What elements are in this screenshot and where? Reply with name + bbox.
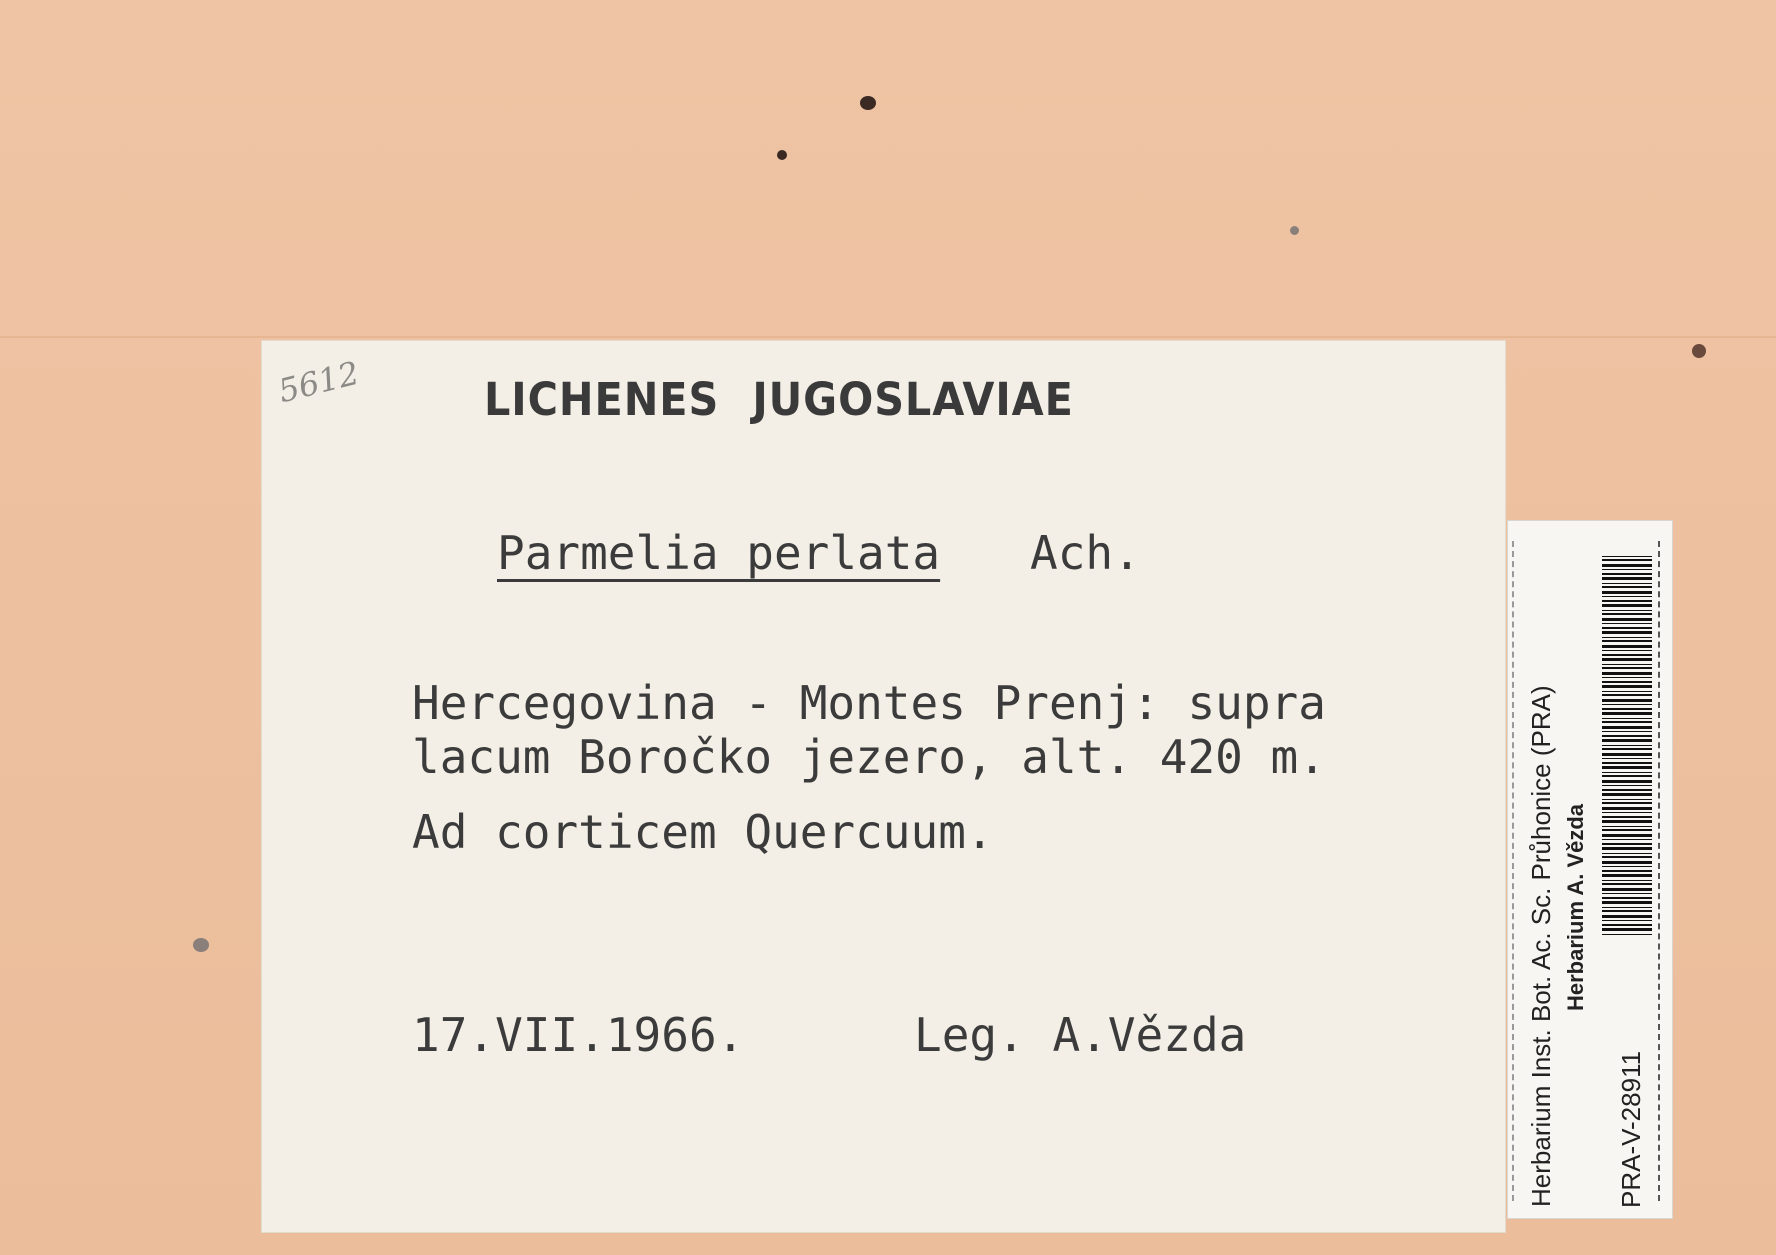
barcode-stripe xyxy=(1602,691,1652,692)
herbarium-name: Herbarium A. Vězda xyxy=(1563,803,1588,1011)
barcode-stripe xyxy=(1602,664,1652,665)
barcode-stripe xyxy=(1602,753,1652,756)
barcode-stripe xyxy=(1602,564,1652,567)
barcode-stripe xyxy=(1602,934,1652,935)
barcode-stripe xyxy=(1602,712,1652,715)
barcode-stripe xyxy=(1602,807,1652,810)
barcode-stripe xyxy=(1602,726,1652,729)
barcode-stripe xyxy=(1602,766,1652,769)
barcode-stripe xyxy=(1602,775,1652,777)
barcode-stripe xyxy=(1602,610,1652,611)
barcode-stripe xyxy=(1602,853,1652,854)
barcode-stripe xyxy=(1602,623,1652,624)
specimen-label xyxy=(262,341,1505,1232)
barcode-stripe xyxy=(1602,880,1652,881)
barcode-stripe xyxy=(1602,816,1652,818)
institution-name: Herbarium Inst. Bot. Ac. Sc. Průhonice (PRA) xyxy=(1526,685,1556,1207)
barcode-stripe xyxy=(1602,631,1652,634)
barcode-stripe xyxy=(1602,654,1652,656)
barcode-stripe xyxy=(1602,658,1652,661)
barcode-stripe xyxy=(1602,834,1652,837)
locality-line-2: lacum Boročko jezero, alt. 420 m. xyxy=(412,730,1326,784)
barcode-stripe xyxy=(1602,650,1652,651)
barcode-stripe xyxy=(1602,843,1652,845)
barcode-stripe xyxy=(1602,907,1652,908)
barcode-stripe xyxy=(1602,637,1652,638)
speck xyxy=(1290,226,1299,235)
barcode-stripe xyxy=(1602,758,1652,759)
label-header xyxy=(484,373,1074,426)
species-name: Parmelia perlata xyxy=(497,526,941,580)
barcode-stripe xyxy=(1602,586,1652,588)
barcode-stripe xyxy=(1602,613,1652,615)
barcode-stripe xyxy=(1602,874,1652,877)
barcode-stripe xyxy=(1602,789,1652,791)
barcode-stripe xyxy=(1602,829,1652,831)
speck xyxy=(777,150,787,160)
barcode-stripe xyxy=(1602,681,1652,683)
barcode-stripe xyxy=(1602,780,1652,783)
barcode-stripe xyxy=(1602,672,1652,675)
barcode-stripe xyxy=(1602,924,1652,926)
catalog-number: PRA-V-28911 xyxy=(1616,1050,1646,1208)
barcode-stripe xyxy=(1602,799,1652,800)
barcode-stripe xyxy=(1602,640,1652,642)
barcode-stripe xyxy=(1602,708,1652,710)
header-word-2: JUGOSLAVIAE xyxy=(752,373,1074,426)
barcode-stripe xyxy=(1602,667,1652,669)
barcode-stripe xyxy=(1602,812,1652,813)
barcode-stripe xyxy=(1602,847,1652,850)
barcode-stripe xyxy=(1602,569,1652,570)
barcode-stripe xyxy=(1602,785,1652,786)
collector: Leg. A.Vězda xyxy=(914,1008,1247,1062)
barcode-stripe xyxy=(1602,591,1652,594)
barcode-stripe xyxy=(1602,748,1652,750)
barcode xyxy=(1602,556,1652,981)
barcode-stripe xyxy=(1602,604,1652,607)
habitat: Ad corticem Quercuum. xyxy=(412,805,994,859)
barcode-stripe xyxy=(1602,677,1652,678)
barcode-stripe xyxy=(1602,897,1652,899)
barcode-stripe xyxy=(1602,645,1652,648)
barcode-stripe xyxy=(1602,573,1652,575)
barcode-stripe xyxy=(1602,556,1652,557)
speck xyxy=(860,96,876,110)
barcode-stripe xyxy=(1602,694,1652,696)
barcode-stripe xyxy=(1602,793,1652,796)
locality-line-1: Hercegovina - Montes Prenj: supra xyxy=(412,676,1326,730)
collection-date: 17.VII.1966. xyxy=(412,1008,745,1062)
barcode-stripe xyxy=(1602,839,1652,840)
header-word-1: LICHENES xyxy=(484,373,720,426)
barcode-stripe xyxy=(1602,893,1652,894)
barcode-stripe xyxy=(1602,627,1652,629)
barcode-stripe xyxy=(1602,559,1652,561)
barcode-stripe xyxy=(1602,731,1652,732)
barcode-stripe xyxy=(1602,866,1652,867)
barcode-stripe xyxy=(1602,762,1652,764)
barcode-stripe xyxy=(1602,820,1652,823)
speck xyxy=(1692,344,1706,358)
barcode-stripe xyxy=(1602,883,1652,885)
barcode-stripe xyxy=(1602,910,1652,912)
paper-fold xyxy=(0,336,1776,338)
barcode-stripe xyxy=(1602,861,1652,864)
barcode-stripe xyxy=(1602,928,1652,931)
barcode-stripe xyxy=(1602,802,1652,804)
barcode-stripe xyxy=(1602,856,1652,858)
barcode-stripe xyxy=(1602,915,1652,918)
barcode-stripe xyxy=(1602,735,1652,737)
barcode-label xyxy=(1508,521,1672,1218)
barcode-stripe xyxy=(1602,826,1652,827)
barcode-stripe xyxy=(1602,721,1652,723)
barcode-stripe xyxy=(1602,577,1652,580)
barcode-stripe xyxy=(1602,600,1652,602)
species-author: Ach. xyxy=(1030,526,1141,580)
barcode-stripe xyxy=(1602,920,1652,921)
barcode-stripe xyxy=(1602,888,1652,891)
barcode-stripe xyxy=(1602,685,1652,688)
barcode-stripe xyxy=(1602,739,1652,742)
barcode-stripe xyxy=(1602,772,1652,773)
barcode-stripe xyxy=(1602,583,1652,584)
barcode-stripe xyxy=(1602,704,1652,705)
barcode-stripe xyxy=(1602,718,1652,719)
pencil-number: 5612 xyxy=(274,353,363,411)
cut-line xyxy=(1512,541,1514,1201)
barcode-stripe xyxy=(1602,618,1652,621)
speck xyxy=(193,938,209,952)
barcode-stripe xyxy=(1602,596,1652,597)
barcode-stripe xyxy=(1602,870,1652,872)
cut-line xyxy=(1658,541,1660,1201)
barcode-stripe xyxy=(1602,901,1652,904)
barcode-stripe xyxy=(1602,699,1652,702)
barcode-stripe xyxy=(1602,745,1652,746)
